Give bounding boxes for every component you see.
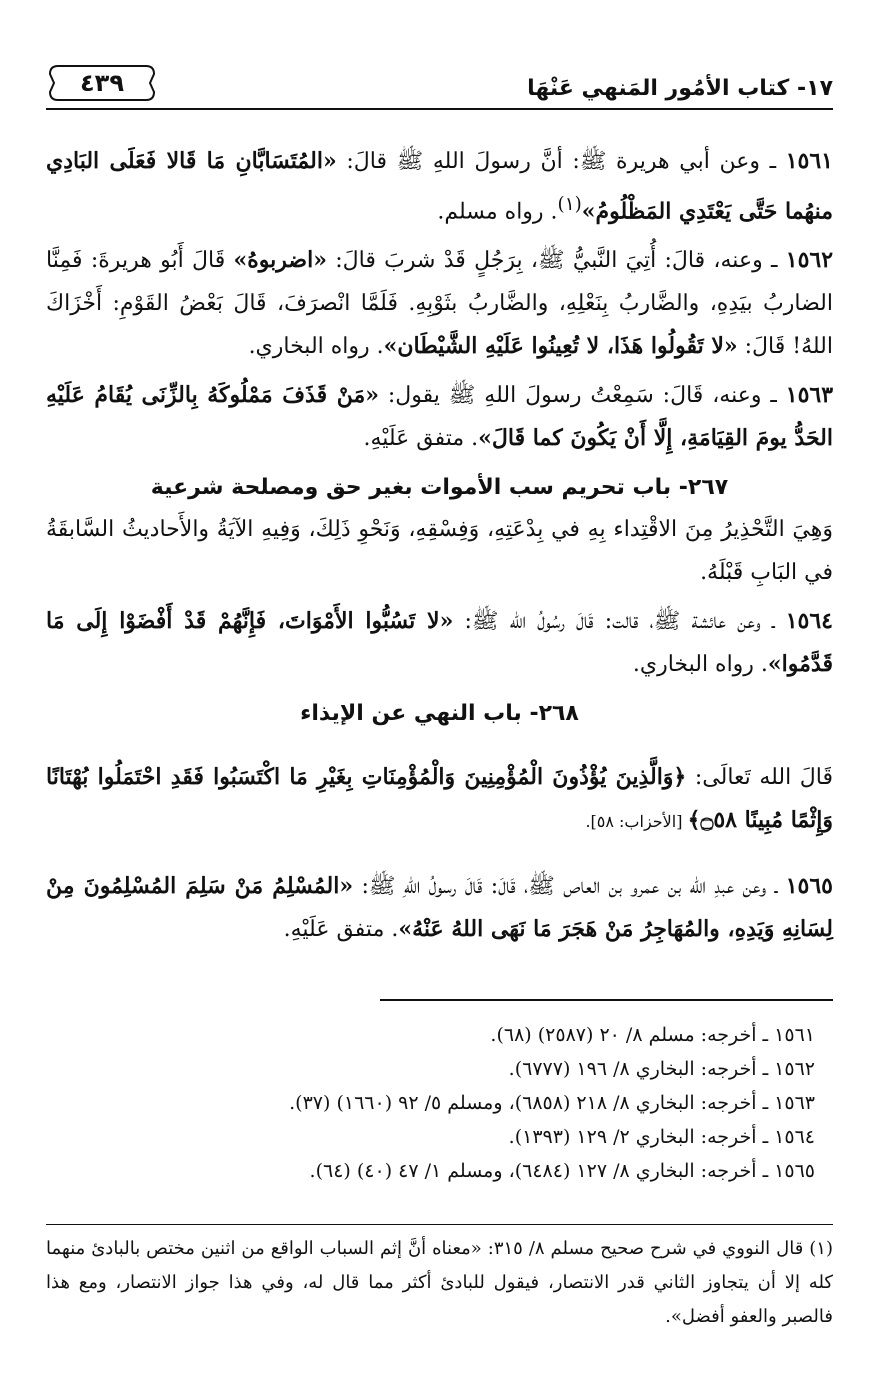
hadith-source: . متفق عَلَيْهِ. [283,917,399,943]
hadith-number: ١٥٦٢ [785,247,834,274]
hadith-source: . رواه البخاري. [248,334,384,360]
hadith-quote: «مَنْ قَذَفَ مَمْلُوكَهُ بِالزِّنَى يُقَامُ عَلَيْهِ الحَدُّ يومَ القِيَامَةِ، إِلَّا أَنْ يَكُونَ كما قَالَ» [46,382,833,452]
page-number-frame [46,62,158,104]
hadith-number: ١٥٦١ [785,148,833,174]
main-text [46,140,833,957]
takhrij-list [46,1018,833,1188]
hadith-quote: «لا تَسُبُّوا الأَمْوَاتَ، فَإِنَّهُمْ قَدْ أَفْضَوْا إِلَى مَا قَدَّمُوا» [46,608,833,678]
takhrij-item: ١٥٦٥ ـ أخرجه: البخاري ٨/ ١٢٧ (٦٤٨٤)، ومسلم ١/ ٤٧ (٤٠) (٦٤). [309,1160,815,1182]
footnote-marker[interactable]: (١) [557,194,582,215]
hadith-1564 [46,600,833,686]
takhrij-item: ١٥٦١ ـ أخرجه: مسلم ٨/ ٢٠ (٢٥٨٧) (٦٨). [490,1024,815,1046]
page-number: ٤٣٩ [80,69,124,97]
footnote: (١) قال النووي في شرح صحيح مسلم ٨/ ٣١٥: «معناه أنَّ إثم السباب الواقع من اثنين مختص بالبادئ منهما كله إلا أن يتجاوز الثاني قدر الانتصار، فيقول للبادئ أكثر مما قال له، وفي هذا جواز الانتصار، ومع هذا فالصبر والعفو أفضل». [46,1238,833,1327]
hadith-intro: ـ وعنه، قالَ: أُتِيَ النَّبيُّ ﷺ، بِرَجُلٍ قَدْ شربَ قالَ: [326,248,786,274]
hadith-narration: قَالَ أَبُو هريرةَ: فَمِنَّا الضاربُ بيَدِهِ، والضَّاربُ بِنَعْلِهِ، والضَّاربُ بثَوْبِهِ. فَلَمَّا انْصرَفَ، قَالَ بَعْضُ القَوْمِ: أَخْزَاكَ اللهُ! قَالَ: [46,248,833,360]
hadith-quote: «المُسْلِمُ مَنْ سَلِمَ المُسْلِمُونَ مِنْ لِسَانِهِ وَيَدِهِ، والمُهَاجِرُ مَنْ هَجَرَ مَا نَهَى اللهُ عَنْهُ» [46,873,833,943]
verse-intro: قَالَ الله تَعالَى: [686,765,833,791]
takhrij-divider [380,999,833,1001]
hadith-number: ١٥٦٤ [785,608,833,635]
hadith-source: . متفق عَلَيْهِ. [363,426,479,452]
quran-verse-block [46,756,833,843]
hadith-quote-2: «لا تَقُولُوا هَذَا، لا تُعِينُوا عَلَيْهِ الشَّيْطَان» [383,333,738,360]
hadith-intro: ـ وعن عبدِ الله بن عمرو بن العاص ﷺ، قَالَ: قَالَ رسولُ اللهِ ﷺ: [353,874,786,900]
section-intro-267: وَهِيَ التَّحْذِيرُ مِنَ الاقْتِداء بِهِ في بِدْعَتِهِ، وَفِسْقِهِ، وَنَحْوِ ذَلِكَ، وَفِيهِ الآيَةُ والأَحاديثُ السَّابقَةُ في البَابِ قَبْلَهُ. [46,517,833,586]
page-header [46,62,833,112]
footnote-divider [46,1224,833,1225]
header-divider [46,108,833,110]
hadith-intro: ـ وعنه، قَالَ: سَمِعْتُ رسولَ اللهِ ﷺ يقول: [378,383,786,409]
verse-reference: [الأحزاب: ٥٨]. [585,812,688,832]
hadith-number: ١٥٦٥ [785,873,833,900]
hadith-1565 [46,865,833,951]
hadith-intro: ـ وعن أبي هريرة ﷺ: أنَّ رسولَ اللهِ ﷺ قالَ: [336,149,786,174]
takhrij-item: ١٥٦٢ ـ أخرجه: البخاري ٨/ ١٩٦ (٦٧٧٧). [508,1058,815,1080]
hadith-1562 [46,239,833,368]
takhrij-item: ١٥٦٣ ـ أخرجه: البخاري ٨/ ٢١٨ (٦٨٥٨)، ومسلم ٥/ ٩٢ (١٦٦٠) (٣٧). [289,1092,815,1114]
hadith-1563 [46,374,833,460]
section-heading-267: ٢٦٧- باب تحريم سب الأموات بغير حق ومصلحة شرعية [150,475,729,501]
quran-verse: ﴿وَالَّذِينَ يُؤْذُونَ الْمُؤْمِنِينَ وَالْمُؤْمِنَاتِ بِغَيْرِ مَا اكْتَسَبُوا فَقَدِ احْتَمَلُوا بُهْتَانًا وَإِثْمًا مُبِينًا ۝٥٨﴾ [46,764,833,834]
takhrij-item: ١٥٦٤ ـ أخرجه: البخاري ٢/ ١٢٩ (١٣٩٣). [508,1126,815,1148]
hadith-quote: «اضربوهُ» [233,247,327,274]
hadith-quote: «المُتَسَابَّانِ مَا قَالا فَعَلَى البَادِي منهُما حَتَّى يَعْتَدِي المَظْلُومُ» [46,148,833,225]
hadith-1561 [46,140,833,233]
section-heading-268: ٢٦٨- باب النهي عن الإيذاء [300,701,579,727]
hadith-source: . رواه البخاري. [632,652,768,678]
hadith-intro: ـ وعن عائشة ﷺ، قالت: قَالَ رسُولُ الله ﷺ: [453,609,786,635]
hadith-source: . رواه مسلم. [437,199,558,225]
chapter-title: ١٧- كتاب الأمُور المَنهي عَنْهَا [527,76,833,101]
hadith-number: ١٥٦٣ [785,382,834,409]
